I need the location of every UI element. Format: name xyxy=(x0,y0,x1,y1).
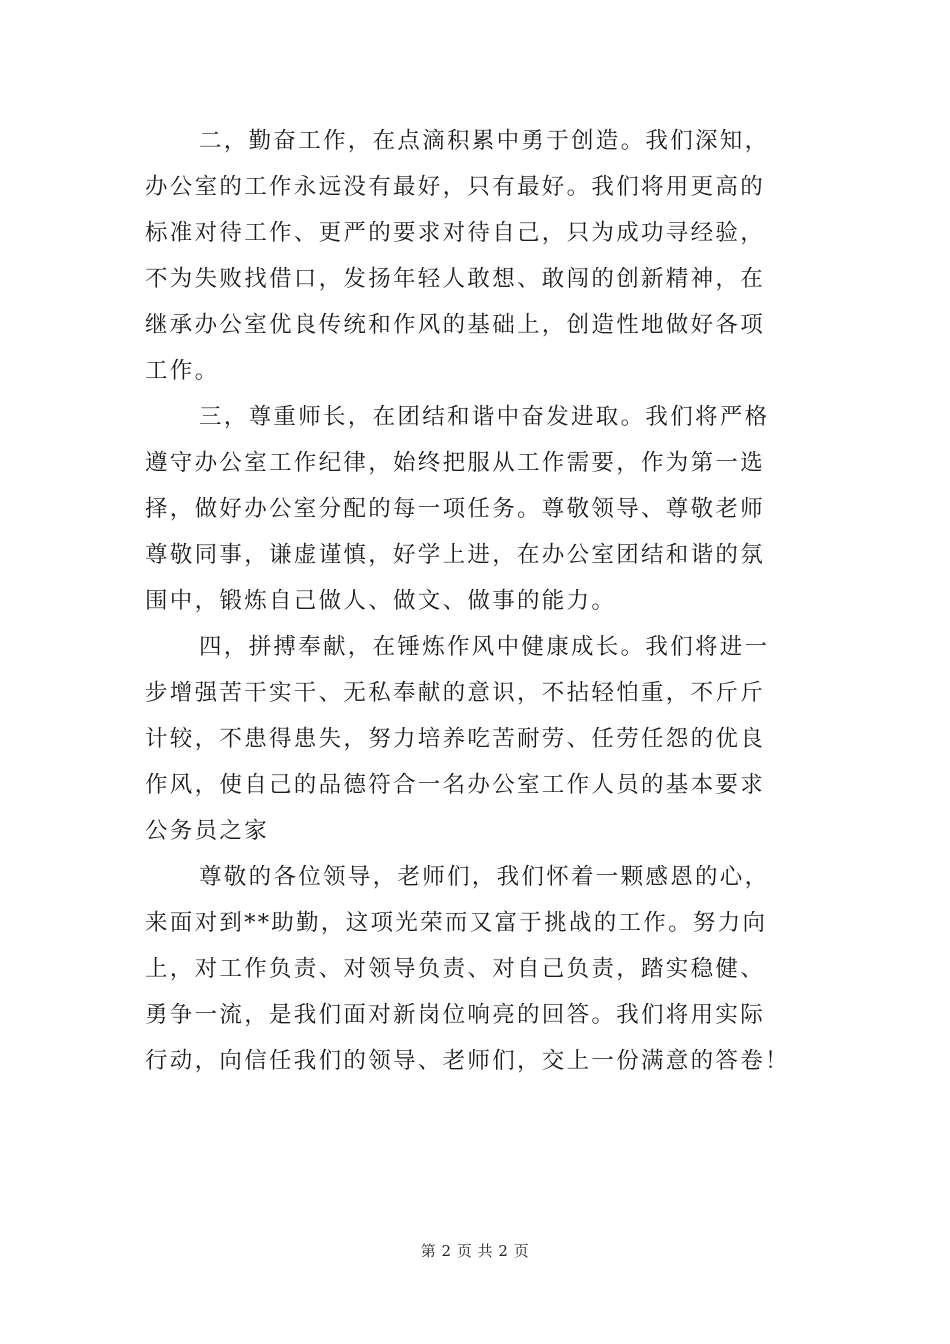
paragraph-line: 四，拼搏奉献，在锤炼作风中健康成长。我们将进一 xyxy=(199,634,770,660)
paragraph-line: 步增强苦干实干、无私奉献的意识，不拈轻怕重，不斤斤 xyxy=(145,680,766,706)
paragraph-line: 标准对待工作、更严的要求对待自己，只为成功寻经验， xyxy=(145,220,766,246)
page-number-footer: 第 2 页 共 2 页 xyxy=(420,1242,530,1260)
paragraph-3 xyxy=(145,394,810,624)
paragraph-line: 来面对到**助勤，这项光荣而又富于挑战的工作。努力向 xyxy=(145,910,768,936)
paragraph-line: 工作。 xyxy=(145,358,220,384)
paragraph-line: 计较，不患得患失，努力培养吃苦耐劳、任劳任怨的优良 xyxy=(145,726,766,752)
paragraph-line: 尊敬同事，谦虚谨慎，好学上进，在办公室团结和谐的氛 xyxy=(145,542,766,568)
paragraph-line: 公务员之家 xyxy=(145,818,270,844)
paragraph-line: 择，做好办公室分配的每一项任务。尊敬领导、尊敬老师 xyxy=(145,496,766,522)
document-body xyxy=(145,118,810,1084)
paragraph-line: 继承办公室优良传统和作风的基础上，创造性地做好各项 xyxy=(145,312,766,338)
paragraph-line: 勇争一流，是我们面对新岗位响亮的回答。我们将用实际 xyxy=(145,1002,766,1028)
paragraph-line: 尊敬的各位领导，老师们，我们怀着一颗感恩的心， xyxy=(199,864,770,890)
paragraph-line: 上，对工作负责、对领导负责、对自己负责，踏实稳健、 xyxy=(145,956,766,982)
paragraph-line: 围中，锻炼自己做人、做文、做事的能力。 xyxy=(145,588,617,614)
paragraph-line: 行动，向信任我们的领导、老师们，交上一份满意的答卷！ xyxy=(145,1048,790,1074)
paragraph-closing xyxy=(145,854,810,1084)
paragraph-line: 遵守办公室工作纪律，始终把服从工作需要，作为第一选 xyxy=(145,450,766,476)
paragraph-line: 二，勤奋工作，在点滴积累中勇于创造。我们深知， xyxy=(199,128,770,154)
paragraph-2 xyxy=(145,118,810,394)
paragraph-line: 办公室的工作永远没有最好，只有最好。我们将用更高的 xyxy=(145,174,766,200)
paragraph-line: 三，尊重师长，在团结和谐中奋发进取。我们将严格 xyxy=(199,404,770,430)
paragraph-4 xyxy=(145,624,810,854)
paragraph-line: 作风，使自己的品德符合一名办公室工作人员的基本要求 xyxy=(145,772,766,798)
paragraph-line: 不为失败找借口，发扬年轻人敢想、敢闯的创新精神，在 xyxy=(145,266,766,292)
